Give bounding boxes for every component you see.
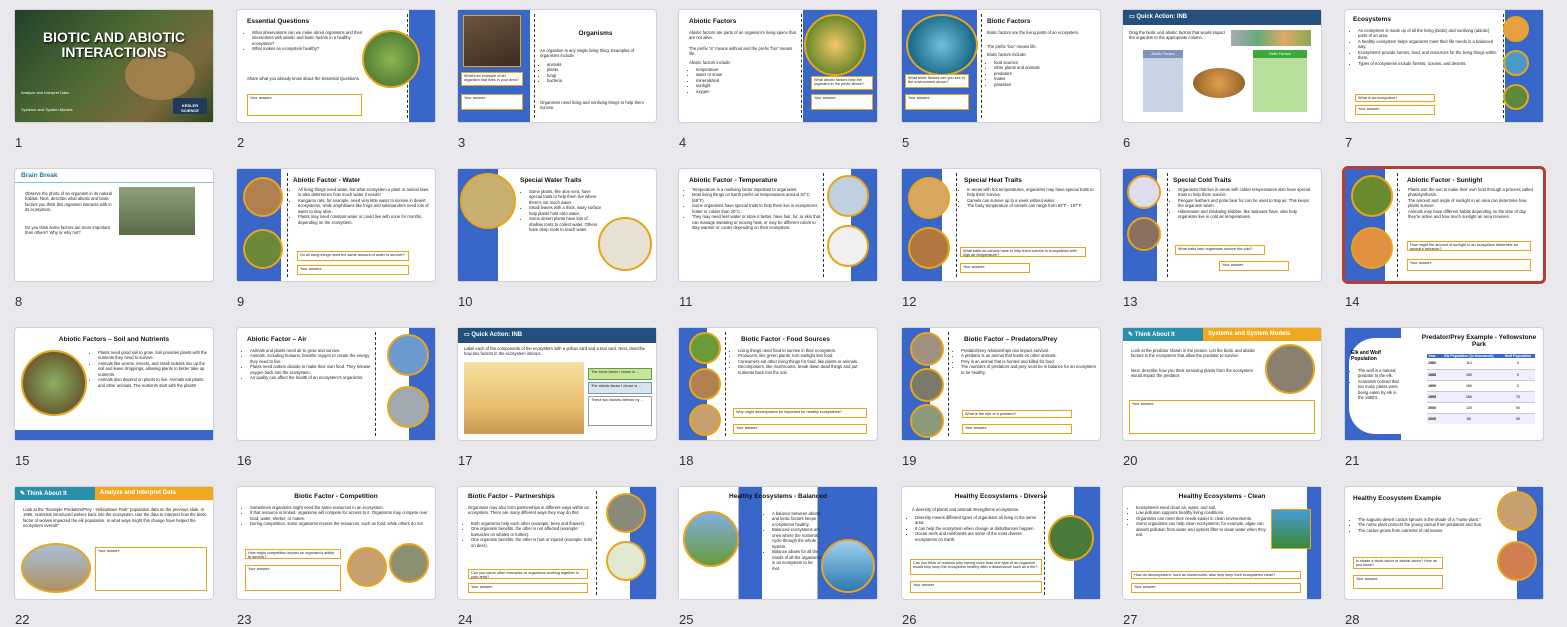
- brand-logo: KESLER SCIENCE: [173, 98, 207, 114]
- question-box: What biotic factors can you see in the environment above?: [905, 74, 969, 88]
- bullet: • Low pollution supports healthy living conditions.: [1136, 510, 1269, 515]
- bullet: • Some organisms can help clean ecosystems; for example, algae can absorb pollution from water and oysters filter to clean water when they eat.: [1136, 521, 1269, 537]
- person-breathing-image: [387, 334, 429, 376]
- list-item: • water or snow: [696, 72, 789, 77]
- thermometer-image: [827, 175, 869, 217]
- bullet: • The body temperature of camels can range from 93°F - 107°F.: [967, 203, 1094, 208]
- slide-number: 8: [15, 294, 23, 309]
- bullet: • Predator/prey relationships can impact survival.: [961, 348, 1096, 353]
- answer-box[interactable]: Your answer:: [733, 424, 867, 434]
- slide-number: 17: [458, 453, 473, 468]
- body-text-2: The prefix "a" means without and the prefix "bio" means life.: [689, 46, 793, 57]
- slide-number: 13: [1123, 294, 1138, 309]
- question-box: Can you think of reasons why having more than one type of an organism would help keep the ecosystem healthy after a disturbance such as a fire?: [910, 559, 1042, 575]
- bullet: • The cactus grows from nutrients of old leaves.: [1358, 528, 1491, 533]
- list-item: • parasites: [994, 82, 1095, 87]
- ecosystem-image-3: [1503, 84, 1529, 110]
- inb-icon: ▭: [1129, 14, 1137, 20]
- answer-box[interactable]: Your answer:: [910, 581, 1042, 593]
- body-text: Organisms may also form partnerships in different ways within an ecosystem. There are many different ways they may do this:: [468, 505, 589, 516]
- bullet: • The saguaro desert cactus sprouts in the shade of a "nurse plant.": [1358, 517, 1491, 522]
- bullet: • Animals like worms, insects, and small rodents mix up the soil and leave droppings, allowing plants to better take up nutrients.: [98, 361, 209, 377]
- ecosystem-image-1: [1503, 16, 1529, 42]
- body-text: Observe the photo of an organism in its natural habitat. Next, describe what abiotic and biotic factors you think this organism interacts with in its ecosystem.: [25, 191, 113, 213]
- slide-number: 26: [902, 612, 917, 627]
- answer-box[interactable]: Your answer:: [960, 263, 1030, 273]
- question-box: What's an example of an organism that lives in your area?: [461, 72, 523, 86]
- walrus-image: [1127, 217, 1161, 251]
- bullet: • What observations can we make about organisms and their interactions with abiotic and biotic factors in a healthy ecosystem?: [252, 30, 365, 46]
- zebras-image: [389, 543, 429, 583]
- bullet: • Some organisms have special traits to help them live in ecosystems hotter or colder than 20°C.: [692, 203, 821, 214]
- bear-image: [463, 15, 521, 67]
- concept-tag: Analyze and Interpret Data: [95, 487, 213, 500]
- bullet: • Plants use the sun to make their own food through a process called photosynthesis.: [1408, 187, 1537, 198]
- slide-number: 6: [1123, 135, 1131, 150]
- question-box: What traits help organisms survive the cold?: [1175, 245, 1265, 255]
- bullet: • Ecosystems need clean air, water, and soil.: [1136, 505, 1269, 510]
- slide-number: 21: [1345, 453, 1360, 468]
- slide-title: Healthy Ecosystems - Clean: [1178, 493, 1266, 500]
- ecosystem-image-2: [1503, 50, 1529, 76]
- slide-title: Special Cold Traits: [1173, 177, 1232, 184]
- inb-icon: ▭: [464, 332, 472, 338]
- question-box: What is the role of a predator?: [962, 410, 1072, 418]
- slide-number: 10: [458, 294, 473, 309]
- bullet: • A balance between abiotic and biotic factors keeps ecosystems healthy.: [772, 511, 821, 527]
- body-text: Label each of the components of the ecosystem with a yellow card and a teal card. Next, describe how two factors in the ecosystem interact.: [464, 346, 646, 357]
- list-item: • mates: [994, 76, 1095, 81]
- bullet: • Balance allows for all the needs of all the organisms in an ecosystem to be met.: [772, 549, 821, 571]
- bullet: • Temperature is a nonliving factor important to organisms.: [692, 187, 821, 192]
- penguin-image: [1127, 175, 1161, 209]
- slide-number: 27: [1123, 612, 1138, 627]
- slide-header: [458, 328, 656, 343]
- bullet: • Ocean reefs and rainforests are some of the most diverse ecosystems on Earth.: [915, 531, 1042, 542]
- cactus-image-2: [1497, 541, 1537, 581]
- answer-box[interactable]: Your answer:: [95, 547, 207, 591]
- table-header: Wolf Population: [1504, 354, 1532, 358]
- question-box: What traits do camels have to help them survive in ecosystems with high air temperature?: [960, 247, 1086, 257]
- bee-flower-image: [606, 541, 646, 581]
- bullet: • The numbers of predators and prey must be in balance for an ecosystem to be healthy.: [961, 364, 1096, 375]
- mushroom-image: [689, 404, 721, 436]
- bullet: • Both organisms help each other (example: bees and flowers).: [471, 521, 594, 526]
- sunset-image: [1351, 227, 1393, 269]
- bullet: • An ecosystem is made up of all the living (biotic) and nonliving (abiotic) parts of an area.: [1358, 28, 1499, 39]
- slide-number: 14: [1345, 294, 1360, 309]
- bullet: • Sometimes organisms might need the same resources in an ecosystem.: [250, 505, 429, 510]
- bullet: • Camels can survive up to a week without water.: [967, 198, 1094, 203]
- hippo-image: [119, 187, 195, 235]
- bullet: • One organism benefits, the other is hurt or injured (example: ticks on deer).: [471, 537, 594, 548]
- ecosystem-image: [362, 30, 420, 88]
- coral-reef-image: [906, 14, 978, 76]
- table-row: 1995 160 70: [1427, 391, 1535, 402]
- bullet: • Animals, including humans, breathe oxygen to create the energy they need to live.: [250, 353, 373, 364]
- slide-title: Essential Questions: [247, 18, 310, 25]
- list-item: • minerals/soil: [696, 78, 789, 83]
- question-box: How might competition impact an organism's ability to survive?: [245, 549, 341, 559]
- bullet: • Penguin feathers and polar bear fur can be used to trap air. This keeps the organism warm.: [1178, 198, 1315, 209]
- table-row: 1980 110 0: [1427, 358, 1535, 369]
- frog-image: [243, 229, 283, 269]
- bullet: • Balanced ecosystems are ones where the nutrients cycle through the whole system.: [772, 527, 821, 549]
- wolf-image: [1265, 344, 1315, 394]
- answer-box[interactable]: Your answer:: [1219, 261, 1289, 271]
- rainforest-image: [1048, 515, 1094, 561]
- desert-image: [460, 173, 516, 229]
- bullet: • The nurse plant protects the young cactus from predators and Sun.: [1358, 522, 1491, 527]
- bullet: • Some plants, like aloe vera, have special traits to help them live where there's not much water.: [529, 189, 602, 205]
- slide-title: Special Heat Traits: [964, 177, 1022, 184]
- predator-image: [910, 332, 944, 366]
- slide-number: 20: [1123, 453, 1138, 468]
- slide-title: Special Water Traits: [520, 177, 582, 184]
- slide-number: 7: [1345, 135, 1353, 150]
- body-text-2: The prefix "bio" means life.: [987, 44, 1037, 49]
- population-table: [1427, 354, 1535, 424]
- concept-tag: Systems and System Models: [1203, 328, 1321, 341]
- seed-pods-image: [598, 217, 652, 271]
- sprout-image: [804, 14, 866, 76]
- fish-image[interactable]: [1193, 68, 1245, 98]
- ocean-image: [821, 539, 875, 593]
- slide-number: 15: [15, 453, 30, 468]
- body-text-3: Biotic factors include:: [987, 52, 1027, 57]
- slide-number: 19: [902, 453, 917, 468]
- bullet: • Producers, like green plants, turn sunlight into food.: [738, 353, 873, 358]
- slide-title: Ecosystems: [1353, 16, 1391, 23]
- answer-box[interactable]: Your answer:: [962, 424, 1072, 434]
- slide-title: Abiotic Factors – Soil and Nutrients: [58, 336, 170, 343]
- bullet: • They may need less water or store it better, have hair, fur, or skin that can manage sweating or moving heat, or may be different colors to stay warmer or cooler depending on their ecosystem.: [692, 214, 821, 230]
- question-box: Is shade a biotic factor or abiotic factor? How do you know?: [1353, 557, 1443, 569]
- slide-number: 4: [679, 135, 687, 150]
- bullet: • It can help the ecosystem when change or disturbances happen.: [915, 526, 1042, 531]
- bullet: • One organism benefits, the other is not affected (example: barnacles on whales or turtles).: [471, 526, 594, 537]
- bullet: • Organisms that live in areas with colder temperatures also have special traits to help them survive.: [1178, 187, 1315, 198]
- slide-title: Biotic Factor - Food Sources: [741, 336, 830, 343]
- interaction-card[interactable]: These two factors interact by ...: [588, 396, 652, 426]
- question-box: Can you name other examples or organisms working together in your area?: [468, 569, 588, 579]
- bird-image: [910, 368, 944, 402]
- question-box: What abiotic factors help the organism in the photo above?: [811, 76, 873, 90]
- slide-number: 18: [679, 453, 694, 468]
- answer-box[interactable]: Your answer:: [1353, 575, 1443, 589]
- list-item: • sunlight: [696, 83, 789, 88]
- bullet: • The amount and angle of sunlight in an area can determine how plants survive.: [1408, 198, 1537, 209]
- camel-image: [908, 177, 950, 219]
- soil-diagram-image: [21, 350, 87, 416]
- slide-number: 5: [902, 135, 910, 150]
- slide-number: 24: [458, 612, 473, 627]
- bullet: • The wolf is a natural predator to the elk.: [1358, 368, 1399, 379]
- slide-title: Quick Action: INB: [1136, 14, 1188, 20]
- table-header: Year: [1428, 354, 1436, 358]
- bullet: • During competition, some organisms receive the resources, such as food, while others do not.: [250, 521, 429, 526]
- slide-title: Brain Break: [21, 172, 58, 179]
- draggable-factors[interactable]: [1231, 30, 1311, 46]
- bullet: • Plants need carbon dioxide to make their own food. They release oxygen back into the ecosystem.: [250, 364, 373, 375]
- list-item: • other plants and animals: [994, 65, 1095, 70]
- bullet: • Prey is an animal that is hunted and killed for food.: [961, 359, 1096, 364]
- body-text: A diversity of plants and animals strengthens ecosystems.: [912, 507, 1020, 512]
- list-item: • plants: [547, 67, 640, 72]
- cactus-image-1: [1497, 491, 1537, 531]
- deer-image: [689, 368, 721, 400]
- bullet: • Animals and plants need air to grow and survive.: [250, 348, 373, 353]
- slide-title: Biotic Factors: [987, 18, 1031, 25]
- slide-number: 2: [237, 135, 245, 150]
- answer-box[interactable]: Your answer:: [461, 94, 523, 110]
- bullet: • Air quality can affect the health of an ecosystem's organisms.: [250, 375, 373, 380]
- bullet: • Diversity means different types of organisms all living in the same area.: [915, 515, 1042, 526]
- camel-closeup-image: [908, 227, 950, 269]
- meadow-image: [683, 511, 739, 567]
- bullet: • In areas with hot temperatures, organisms may have special traits to help them survive.: [967, 187, 1094, 198]
- bullet: • Some desert plants have lots of shallow roots to collect water. Others have deep roots to reach water.: [529, 216, 602, 232]
- question-box: Why might decomposers be important for healthy ecosystems?: [733, 408, 867, 418]
- body-text: Look at the "Example Predators/Prey - Yellowstone Park" population data on the previous slide. In 1995, scientists introduced wolves back into the ecosystem. Use the data to interpret how the biotic factor of wolves impacted the elk population. In what ways might this change have helped the ecosystem overall?: [23, 507, 207, 529]
- bullet: • Kangaroo rats, for example, need very little water to survive in desert ecosystems, while amphibians like frogs and salamanders need lots of water to stay alive.: [298, 198, 431, 214]
- biotic-card[interactable]: The biotic factor I chose is ...: [588, 368, 652, 380]
- bullet: • A healthy ecosystem helps organisms meet their life needs in a balanced way.: [1358, 39, 1499, 50]
- slide-header: [1123, 10, 1321, 25]
- slide-number: 1: [15, 135, 23, 150]
- slide-title: Healthy Ecosystems - Diverse: [954, 493, 1048, 500]
- bullet: • Animals may have different habits depending on the time of day they're active and how much sunlight an area receives.: [1408, 209, 1537, 220]
- body-text: Drag the biotic and abiotic factors that would impact the organism to the appropriate column.: [1129, 30, 1225, 41]
- slide-number: 16: [237, 453, 252, 468]
- slide-number: 12: [902, 294, 917, 309]
- table-row: 1990 180 0: [1427, 380, 1535, 391]
- bullet: • Plants need good soil to grow. Soil provides plants with the nutrients they need to survive.: [98, 350, 209, 361]
- body-text: An organism is any single living thing. Examples of organisms include:: [540, 48, 635, 59]
- bullet: • Consumers eat other living things for food, like plants or animals.: [738, 359, 873, 364]
- table-row: 2005 80 95: [1427, 413, 1535, 424]
- list-item: • oxygen: [696, 89, 789, 94]
- answer-box[interactable]: Your answer:: [297, 265, 409, 275]
- slide-number: 23: [237, 612, 252, 627]
- slide-title: Organisms: [578, 30, 613, 37]
- body-text: Abiotic factors are parts of an organism's living space that are not alive.: [689, 30, 796, 41]
- question-box: Do all living things need the same amount of water to survive?: [297, 251, 409, 261]
- list-item: • food sources: [994, 60, 1095, 65]
- slide-title: Predator/Prey Example - Yellowstone Park: [1421, 334, 1537, 349]
- column-header: Biotic Factors: [1253, 50, 1307, 58]
- answer-box[interactable]: Your answer:: [811, 94, 873, 110]
- slide-number: 22: [15, 612, 30, 627]
- answer-box[interactable]: Your answer:: [1131, 583, 1301, 593]
- animals-image-1: [347, 547, 387, 587]
- abiotic-column[interactable]: [1143, 50, 1183, 112]
- body-text: Biotic factors are the living parts of an ecosystem.: [987, 30, 1080, 35]
- column-header: Abiotic Factors: [1143, 50, 1183, 58]
- slide-number: 3: [458, 135, 466, 150]
- slide-number: 11: [679, 294, 693, 309]
- bullet: • Animals also depend on plants to live. Animals eat plants and other animals. The nutrients start with the plants!: [98, 377, 209, 388]
- slide-title: Healthy Ecosystem Example: [1353, 495, 1442, 502]
- bullet: • If that resource is limited, organisms will compete for access to it. Organisms may compete over food, water, shelter, or mates.: [250, 510, 429, 521]
- table-row: 2000 120 90: [1427, 402, 1535, 413]
- leaf-image: [1351, 175, 1393, 217]
- answer-box[interactable]: Your answer:: [247, 94, 362, 116]
- list-item: • fungi: [547, 73, 640, 78]
- city-smog-image: [387, 386, 429, 428]
- list-item: • animals: [547, 62, 640, 67]
- slide-title: Biotic Factor – Predators/Prey: [964, 336, 1058, 343]
- biotic-column[interactable]: [1253, 50, 1307, 112]
- elk-landscape-image: [21, 543, 91, 593]
- bullet: • What makes an ecosystem healthy?: [252, 46, 365, 51]
- slide-title: Abiotic Factor - Sunlight: [1407, 177, 1483, 184]
- body-text: Look at the predator shown in the picture. List the biotic and abiotic factors in the ecosystem that allow the predator to survive.: [1131, 348, 1256, 359]
- kangaroo-rat-image: [243, 177, 283, 217]
- slide-title: Abiotic Factor – Air: [247, 336, 307, 343]
- bullet: • Organisms can meet their needs easier in clean environments.: [1136, 516, 1269, 521]
- slide-title: Abiotic Factor - Water: [293, 177, 361, 184]
- table-header: Elk Population (in thousands): [1444, 354, 1494, 358]
- answer-box[interactable]: Your answer:: [1129, 400, 1315, 434]
- bullet: • Types of ecosystems include forests, oceans, and deserts.: [1358, 61, 1499, 66]
- answer-box[interactable]: Your answer:: [468, 583, 588, 593]
- footer-text: Organisms need living and nonliving things to help them survive.: [540, 100, 644, 111]
- bullet: • Hibernation and insulating blubber, like walruses have, also help organisms live in cold air temperatures.: [1178, 209, 1315, 220]
- list-item: • temperature: [696, 67, 789, 72]
- bullet: • A predator is an animal that feeds on other animals.: [961, 353, 1096, 358]
- slide-title: Biotic Factor – Partnerships: [468, 493, 555, 500]
- lightbulb-icon: ✎: [20, 491, 27, 497]
- slide-number: 28: [1345, 612, 1360, 627]
- answer-box[interactable]: Your answer:: [1407, 259, 1531, 271]
- plant-image: [689, 332, 721, 364]
- question-box: What is an ecosystem?: [1355, 94, 1435, 102]
- heron-image: [910, 404, 944, 438]
- subtitle-1: Analyze and Interpret Data: [21, 90, 69, 95]
- list-item: • predators: [994, 71, 1095, 76]
- question-box: How do decomposers, such as mushrooms, also help keep their ecosystems clean?: [1131, 571, 1301, 579]
- body-text-3: Abiotic factors include:: [689, 60, 731, 65]
- table-row: 1985 150 0: [1427, 369, 1535, 380]
- bullet: • Plants may need constant water or could live with none for months, depending on the ecosystem.: [298, 214, 431, 225]
- slide-title: Healthy Ecosystems - Balanced: [729, 493, 827, 500]
- answer-box[interactable]: Your answer:: [905, 94, 969, 110]
- desert-ecosystem-scene[interactable]: [464, 362, 584, 434]
- whale-barnacle-image: [606, 493, 646, 533]
- bullet: • Scientists noticed that too many plants were being eaten by elk in the 1980's.: [1358, 379, 1399, 401]
- lightbulb-icon: ✎: [1128, 332, 1135, 338]
- slide-title: Biotic Factor - Competition: [294, 493, 378, 500]
- answer-box[interactable]: Your answer:: [1355, 105, 1435, 115]
- list-item: • bacteria: [547, 78, 640, 83]
- clean-water-image: [1271, 509, 1311, 549]
- question-box: How might the amount of sunlight in an ecosystem determine an animal's behavior?: [1407, 241, 1531, 251]
- polar-bear-image: [827, 225, 869, 267]
- think-about-it-tag: ✎ Think About It: [15, 487, 95, 500]
- slide-title: Quick Action: INB: [471, 332, 523, 338]
- title-text: BIOTIC AND ABIOTIC INTERACTIONS: [42, 29, 186, 61]
- abiotic-card[interactable]: The abiotic factor I chose is ...: [588, 382, 652, 394]
- answer-box[interactable]: Your answer:: [245, 565, 341, 591]
- bullet: • Decomposers, like mushrooms, break down dead things and put nutrients back into the soil.: [738, 364, 873, 375]
- subtitle-2: Systems and System Models: [21, 107, 73, 112]
- slide-number: 25: [679, 612, 694, 627]
- slide-number: 9: [237, 294, 245, 309]
- body-text: Share what you already know about the Essential Questions.: [247, 76, 360, 81]
- slide-header: [15, 169, 213, 183]
- bullet: • Living things need food to survive in their ecosystem.: [738, 348, 873, 353]
- bullet: • Small leaves with a thick, waxy surface help plants hold onto water.: [529, 205, 602, 216]
- body-text-2: Next, describe how you think removing plants from the ecosystem would impact the predator.: [1131, 368, 1253, 379]
- bullet: • Most living things on Earth prefer air temperatures around 20°C (68°F).: [692, 192, 821, 203]
- think-about-it-tag: ✎ Think About It: [1123, 328, 1203, 341]
- slide-title: Abiotic Factor - Temperature: [689, 177, 778, 184]
- bullet: • Ecosystems provide homes, food, and resources for the living things within them.: [1358, 50, 1499, 61]
- body-text-2: Do you think some factors are more important than others? Why or why not?: [25, 225, 110, 236]
- bullet: • All living things need water, but what ecosystem a plant or animal lives in also determines how much water it needs!: [298, 187, 431, 198]
- side-title: Elk and Wolf Population: [1351, 350, 1381, 362]
- slide-title: Abiotic Factors: [689, 18, 737, 25]
